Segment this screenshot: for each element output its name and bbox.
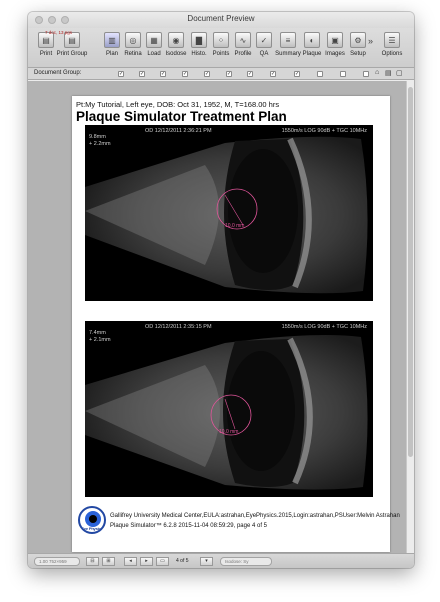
- document-page: [72, 96, 400, 552]
- document-group-checkbox[interactable]: [317, 71, 323, 77]
- eye-physics-logo: [78, 506, 106, 534]
- document-count-badge: 7 doc, 13 pgs: [45, 30, 73, 35]
- toolbar-label: Print: [39, 51, 53, 57]
- document-group-checkbox[interactable]: ✓: [271, 71, 276, 77]
- footer-license-line: Gallifrey University Medical Center,EULA:astrahan,EyePhysics.2015,Login:astrahan,PSUser:Melvin Astrahan: [110, 513, 400, 519]
- scan-2-settings: 1550m/s LOG 90dB + TGC 10MHz: [281, 324, 367, 330]
- ultrasound-image-2: [85, 321, 373, 497]
- vertical-scrollbar[interactable]: [406, 81, 414, 553]
- status-bar: [28, 553, 414, 568]
- points-icon: ⁘: [213, 32, 229, 48]
- toolbar-label: Images: [325, 51, 345, 57]
- scan-1-circle-label: 10.0 mm: [225, 223, 245, 229]
- zoom-size-field[interactable]: 1.00 752×959: [34, 557, 80, 566]
- window-title: Document Preview: [187, 14, 255, 23]
- page-menu-button[interactable]: ▾: [200, 557, 213, 566]
- page-footer: [110, 511, 400, 531]
- document-group-bar: [28, 68, 414, 80]
- document-preview-window: [28, 12, 414, 568]
- document-group-checkbox[interactable]: ✓: [183, 71, 188, 77]
- load-icon: ▦: [146, 32, 162, 48]
- histogram-icon: ▇: [191, 32, 207, 48]
- ultrasound-graphic-1: [85, 125, 373, 301]
- document-group-checkbox[interactable]: [340, 71, 346, 77]
- toolbar-label: Isodose: [165, 51, 187, 57]
- document-group-checkbox[interactable]: ✓: [161, 71, 166, 77]
- toolbar-label: QA: [259, 51, 269, 57]
- eye-icon: [85, 511, 101, 527]
- page-indicator: 4 of 5: [176, 558, 189, 564]
- plaque-icon: ◐: [304, 32, 320, 48]
- document-group-label: Document Group:: [34, 70, 82, 76]
- patient-line: Pt:My Tutorial, Left eye, DOB: Oct 31, 1952, M, T=168.00 hrs: [76, 100, 280, 109]
- toolbar-label: Points: [212, 51, 230, 57]
- document-group-checkbox[interactable]: ✓: [295, 71, 300, 77]
- qa-icon: ✓: [256, 32, 272, 48]
- toolbar-label: Plan: [105, 51, 118, 57]
- printer-icon: ▤: [38, 32, 54, 48]
- toolbar-label: Options: [381, 51, 403, 57]
- toolbar-label: Histo.: [191, 51, 207, 57]
- document-group-checkbox[interactable]: ✓: [248, 71, 253, 77]
- lock-icon[interactable]: ⌂: [375, 69, 380, 76]
- document-group-checkbox[interactable]: ✓: [140, 71, 145, 77]
- toolbar-label: Retina: [124, 51, 142, 57]
- scan-2-circle-label: 10.0 mm: [219, 429, 239, 435]
- toolbar-label: Profile: [234, 51, 252, 57]
- document-group-checkbox[interactable]: ✓: [119, 71, 124, 77]
- options-icon: ☰: [384, 32, 400, 48]
- scan-1-measurement-1: 9.8mm: [89, 134, 106, 140]
- document-group-checkbox[interactable]: ✓: [227, 71, 232, 77]
- next-page-button[interactable]: ▸: [140, 557, 153, 566]
- toolbar-options-button[interactable]: [378, 32, 406, 57]
- retina-icon: ◎: [125, 32, 141, 48]
- toolbar-label: Setup: [350, 51, 366, 57]
- footer-version-line: Plaque Simulator™ 6.2.8 2015-11-04 08:59:29, page 4 of 5: [110, 523, 267, 529]
- title-bar: [28, 12, 414, 28]
- scan-2-measurement-1: 7.4mm: [89, 330, 106, 336]
- toolbar-label: Load: [147, 51, 161, 57]
- isodose-dropdown[interactable]: Isodose: Sy: [220, 557, 272, 566]
- scan-2-header: OD 12/12/2011 2:35:15 PM: [145, 324, 212, 330]
- isodose-icon: ◉: [168, 32, 184, 48]
- profile-icon: ∿: [235, 32, 251, 48]
- summary-icon: ≡: [280, 32, 296, 48]
- plan-icon: ▥: [104, 32, 120, 48]
- scan-1-header: OD 12/12/2011 2:36:21 PM: [145, 128, 212, 134]
- zoom-out-button[interactable]: ⊟: [86, 557, 99, 566]
- print-group-icon: ▤: [64, 32, 80, 48]
- scrollbar-thumb[interactable]: [408, 87, 413, 457]
- fit-page-button[interactable]: ▭: [156, 557, 169, 566]
- toolbar-overflow-chevron-icon[interactable]: »: [368, 36, 374, 46]
- scan-1-measurement-2: + 2.2mm: [89, 141, 111, 147]
- zoom-in-button[interactable]: ⊞: [102, 557, 115, 566]
- toolbar-label: Print Group: [56, 51, 88, 57]
- scan-1-settings: 1550m/s LOG 90dB + TGC 10MHz: [281, 128, 367, 134]
- ultrasound-graphic-2: [85, 321, 373, 497]
- images-icon: ▣: [327, 32, 343, 48]
- toolbar-label: Plaque: [302, 51, 322, 57]
- document-group-checkbox[interactable]: ✓: [205, 71, 210, 77]
- preview-viewport[interactable]: [28, 81, 414, 553]
- document-title: Plaque Simulator Treatment Plan: [76, 109, 287, 124]
- page-icon[interactable]: ▢: [396, 70, 403, 77]
- toolbar-label: Summary: [275, 51, 301, 57]
- toolbar: [28, 28, 414, 68]
- toolbar-print-group-button[interactable]: [58, 32, 86, 57]
- setup-icon: ⚙: [350, 32, 366, 48]
- scan-2-measurements: [89, 330, 111, 344]
- previous-page-button[interactable]: ◂: [124, 557, 137, 566]
- print-icon[interactable]: ▤: [385, 70, 392, 77]
- ultrasound-image-1: [85, 125, 373, 301]
- document-group-checkbox[interactable]: [363, 71, 369, 77]
- scan-1-measurements: [89, 134, 111, 148]
- scan-2-measurement-2: + 2.1mm: [89, 337, 111, 343]
- logo-text: Eye Physics: [81, 526, 103, 531]
